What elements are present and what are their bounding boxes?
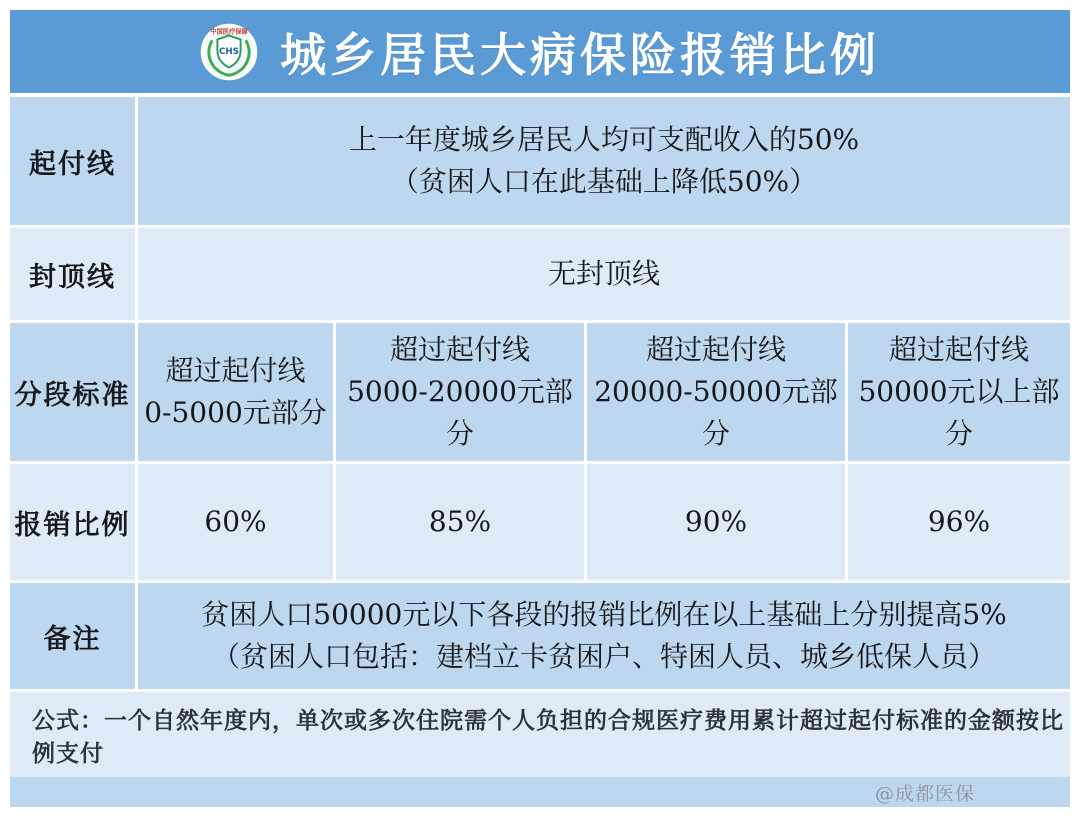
benefits-table	[10, 97, 1070, 807]
segment2-line2: 5000-20000元部分	[347, 375, 573, 450]
segment4-line1: 超过起付线	[888, 333, 1029, 366]
segment-cell-3	[587, 323, 845, 461]
row-label: 报销比例	[10, 464, 135, 580]
segment4-line2: 50000元以上部分	[858, 375, 1060, 450]
watermark: @成都医保	[874, 782, 975, 805]
cap-line1: 无封顶线	[547, 257, 660, 290]
ratio-cell-2: 85%	[336, 464, 584, 580]
row-label: 备注	[10, 583, 135, 689]
remarks-line1: 贫困人口50000元以下各段的报销比例在以上基础上分别提高5%	[201, 598, 1007, 631]
remarks-line2: （贫困人口包括：建档立卡贫困户、特困人员、城乡低保人员）	[211, 640, 996, 673]
footer-strip	[10, 777, 1070, 807]
header-bar	[10, 10, 1070, 93]
table-row-ratios	[10, 464, 1070, 580]
table-row-segments	[10, 323, 1070, 461]
deductible-line1: 上一年度城乡居民人均可支配收入的50%	[348, 123, 860, 156]
row-label: 分段标准	[10, 323, 135, 461]
cap-value-cell	[138, 228, 1070, 320]
table-row-deductible	[10, 97, 1070, 225]
segment3-line2: 20000-50000元部分	[594, 375, 838, 450]
segment-cell-1	[138, 323, 333, 461]
table-row-cap	[10, 228, 1070, 320]
segment1-line2: 0-5000元部分	[144, 396, 327, 429]
deductible-value-cell	[138, 97, 1070, 225]
segment3-line1: 超过起付线	[645, 333, 786, 366]
deductible-line2: （贫困人口在此基础上降低50%）	[390, 165, 818, 198]
page-title: 城乡居民大病保险报销比例	[280, 27, 880, 82]
ratio-cell-4: 96%	[848, 464, 1070, 580]
svg-text:中国医疗保障: 中国医疗保障	[210, 28, 248, 36]
segment2-line1: 超过起付线	[389, 333, 530, 366]
ratio-cell-3: 90%	[587, 464, 845, 580]
logo-chs-text: CHS	[219, 46, 239, 57]
segment-cell-4	[848, 323, 1070, 461]
row-label: 封顶线	[10, 228, 135, 320]
segment1-line1: 超过起付线	[165, 354, 306, 387]
row-label: 起付线	[10, 97, 135, 225]
segment-cell-2	[336, 323, 584, 461]
remarks-cell	[138, 583, 1070, 689]
table-row-remarks	[10, 583, 1070, 689]
formula-note: 公式：一个自然年度内，单次或多次住院需个人负担的合规医疗费用累计超过起付标准的金额按比例支付	[10, 692, 1070, 777]
healthcare-security-logo-icon	[200, 23, 258, 81]
ratio-cell-1: 60%	[138, 464, 333, 580]
